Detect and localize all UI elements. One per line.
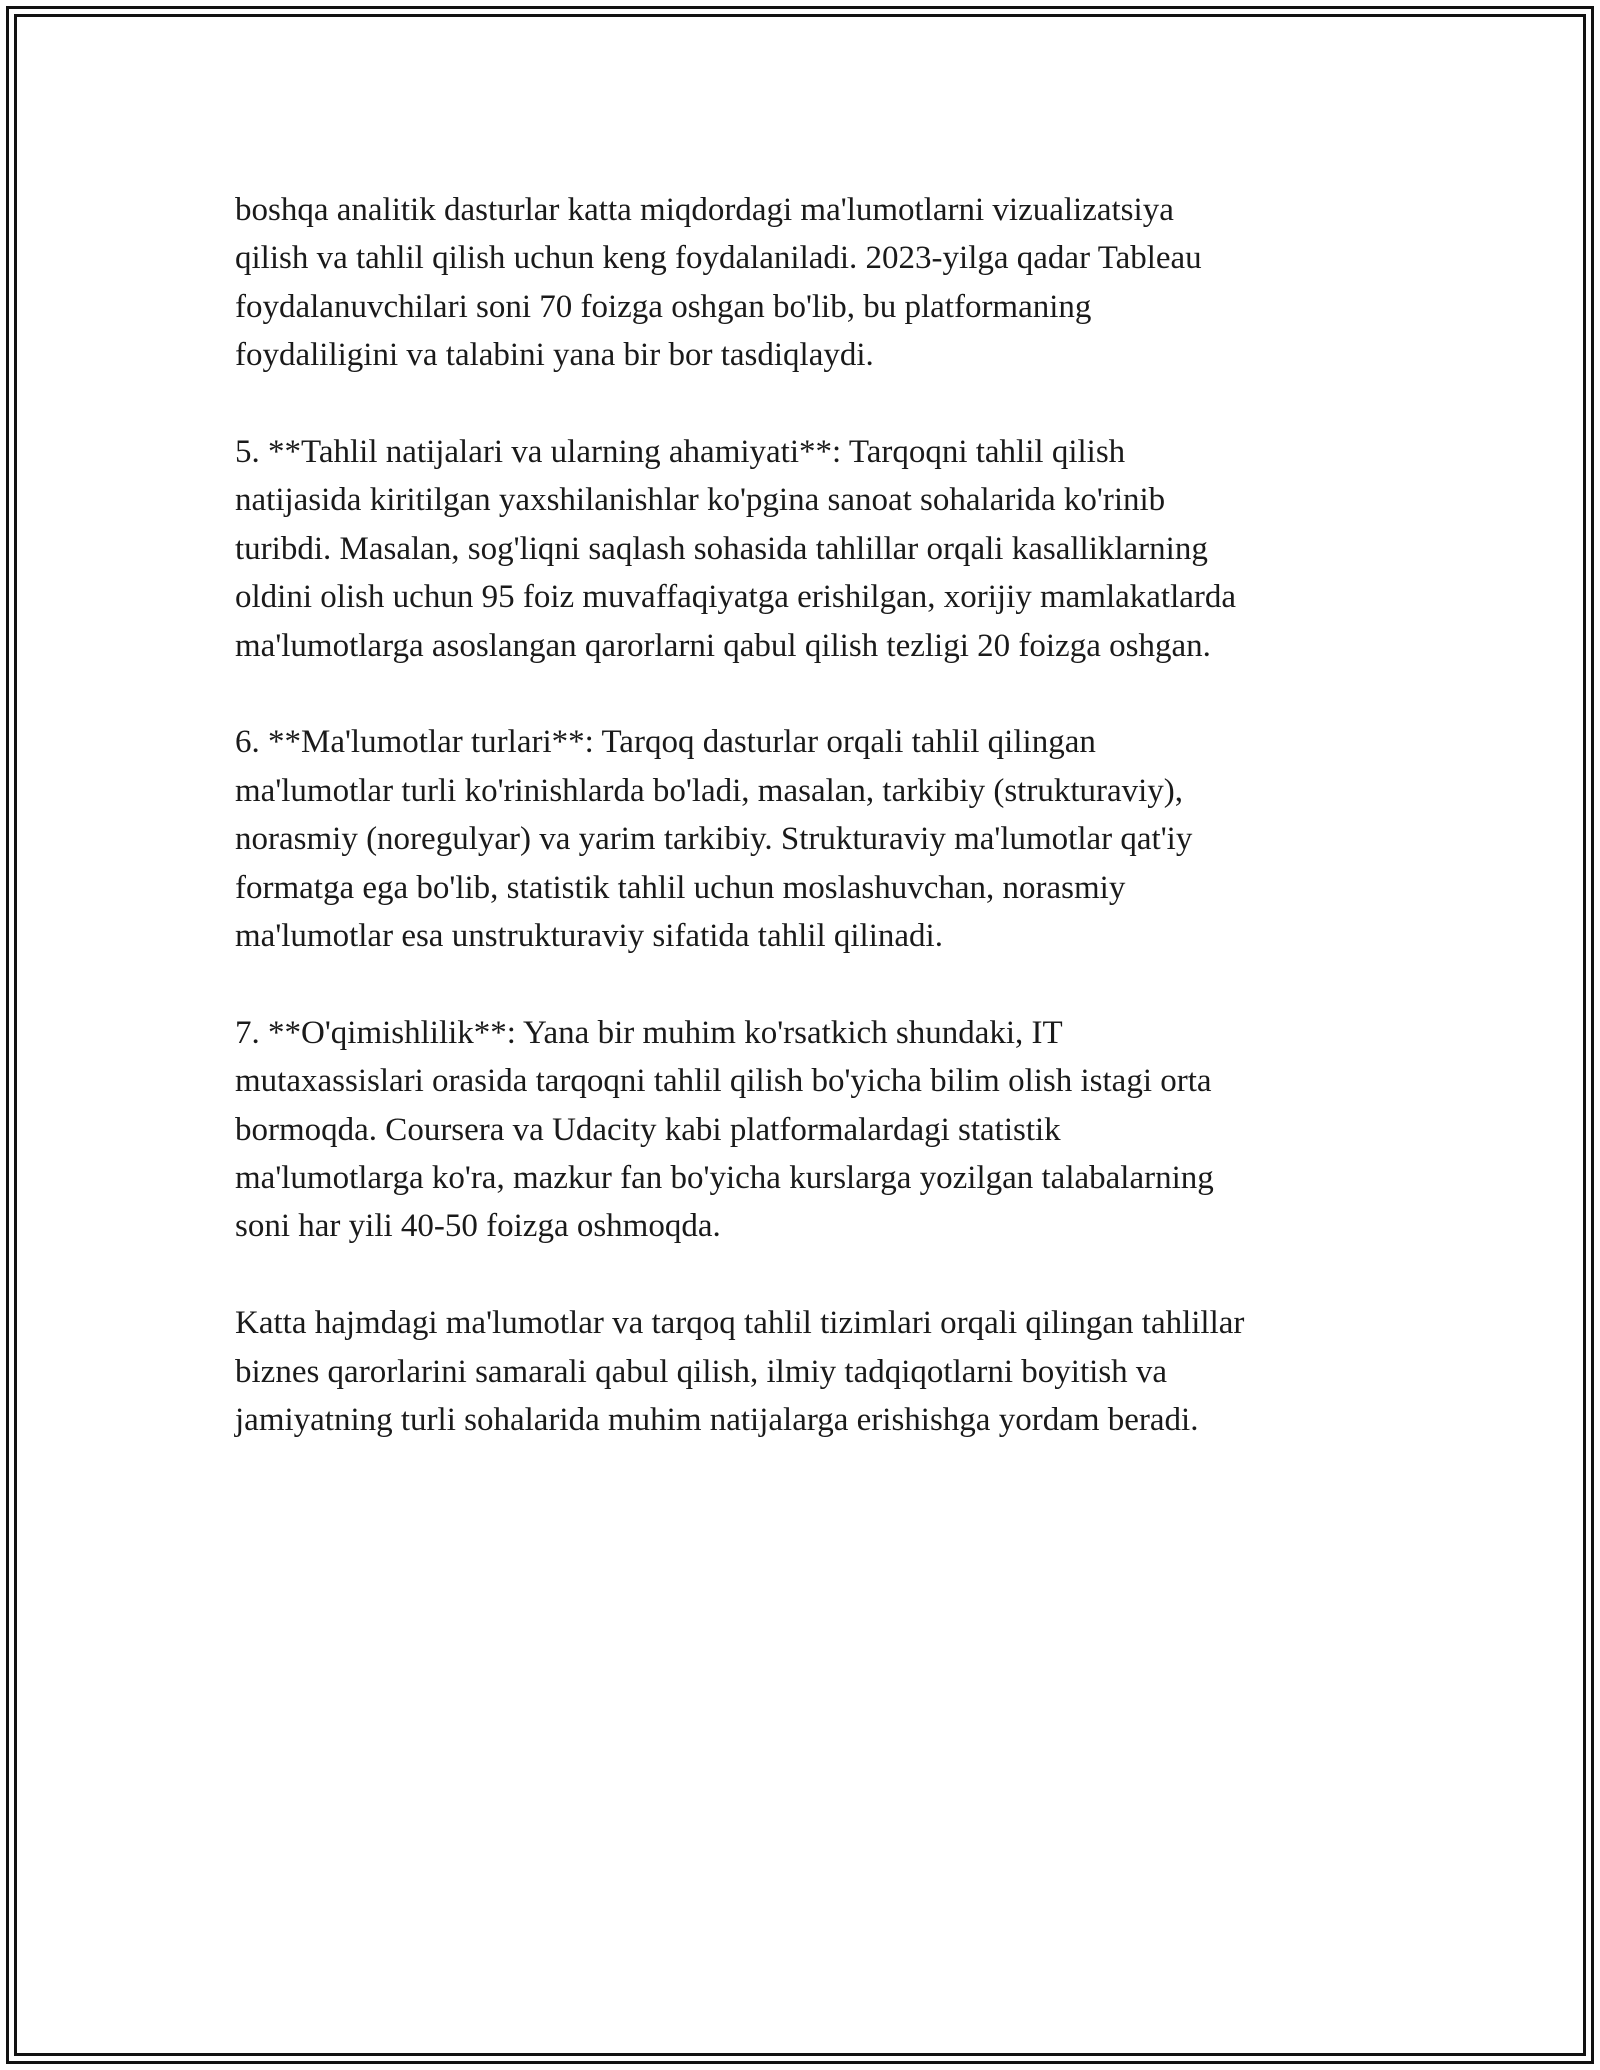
text-line: soni har yili 40-50 foizga oshmoqda. [235, 1208, 721, 1245]
text-line: mutaxassislari orasida tarqoqni tahlil qilish bo'yicha bilim olish istagi orta [235, 1063, 1212, 1100]
text-line: Katta hajmdagi ma'lumotlar va tarqoq tahlil tizimlari orqali qilingan tahlillar [235, 1305, 1245, 1342]
text-line: ma'lumotlarga ko'ra, mazkur fan bo'yicha kurslarga yozilgan talabalarning [235, 1160, 1214, 1197]
text-line: qilish va tahlil qilish uchun keng foydalaniladi. 2023-yilga qadar Tableau [235, 240, 1202, 277]
text-line: boshqa analitik dasturlar katta miqdordagi ma'lumotlarni vizualizatsiya [235, 192, 1174, 228]
text-line: turibdi. Masalan, sog'liqni saqlash sohasida tahlillar orqali kasalliklarning [235, 530, 1208, 567]
paragraph-analytics-tools [235, 186, 1395, 380]
paragraph-conclusion [235, 1299, 1395, 1444]
text-line: 6. **Ma'lumotlar turlari**: Tarqoq dasturlar orqali tahlil qilingan [235, 724, 1096, 761]
text-line: oldini olish uchun 95 foiz muvaffaqiyatga erishilgan, xorijiy mamlakatlarda [235, 579, 1237, 616]
text-line: natijasida kiritilgan yaxshilanishlar ko'pgina sanoat sohalarida ko'rinib [235, 482, 1166, 519]
text-line: ma'lumotlar esa unstrukturaviy sifatida tahlil qilinadi. [235, 918, 943, 955]
text-line: jamiyatning turli sohalarida muhim natijalarga erishishga yordam beradi. [235, 1402, 1199, 1439]
text-line: 7. **O'qimishlilik**: Yana bir muhim ko'rsatkich shundaki, IT [235, 1014, 1063, 1051]
text-line: ma'lumotlarga asoslangan qarorlarni qabul qilish tezligi 20 foizga oshgan. [235, 627, 1211, 664]
text-line: foydaliligini va talabini yana bir bor tasdiqlaydi. [235, 337, 874, 374]
document-body [235, 186, 1395, 1493]
paragraph-item-6-data-types [235, 718, 1395, 960]
text-line: norasmiy (noregulyar) va yarim tarkibiy. Strukturaviy ma'lumotlar qat'iy [235, 821, 1193, 858]
paragraph-item-5-results [235, 428, 1395, 670]
text-line: ma'lumotlar turli ko'rinishlarda bo'ladi, masalan, tarkibiy (strukturaviy), [235, 772, 1184, 809]
text-line: bormoqda. Coursera va Udacity kabi platformalardagi statistik [235, 1111, 1061, 1148]
text-line: foydalanuvchilari soni 70 foizga oshgan bo'lib, bu platformaning [235, 288, 1092, 325]
text-line: 5. **Tahlil natijalari va ularning ahamiyati**: Tarqoqni tahlil qilish [235, 434, 1126, 471]
paragraph-item-7-learning [235, 1009, 1395, 1251]
text-line: biznes qarorlarini samarali qabul qilish, ilmiy tadqiqotlarni boyitish va [235, 1353, 1168, 1390]
text-line: formatga ega bo'lib, statistik tahlil uchun moslashuvchan, norasmiy [235, 869, 1126, 906]
